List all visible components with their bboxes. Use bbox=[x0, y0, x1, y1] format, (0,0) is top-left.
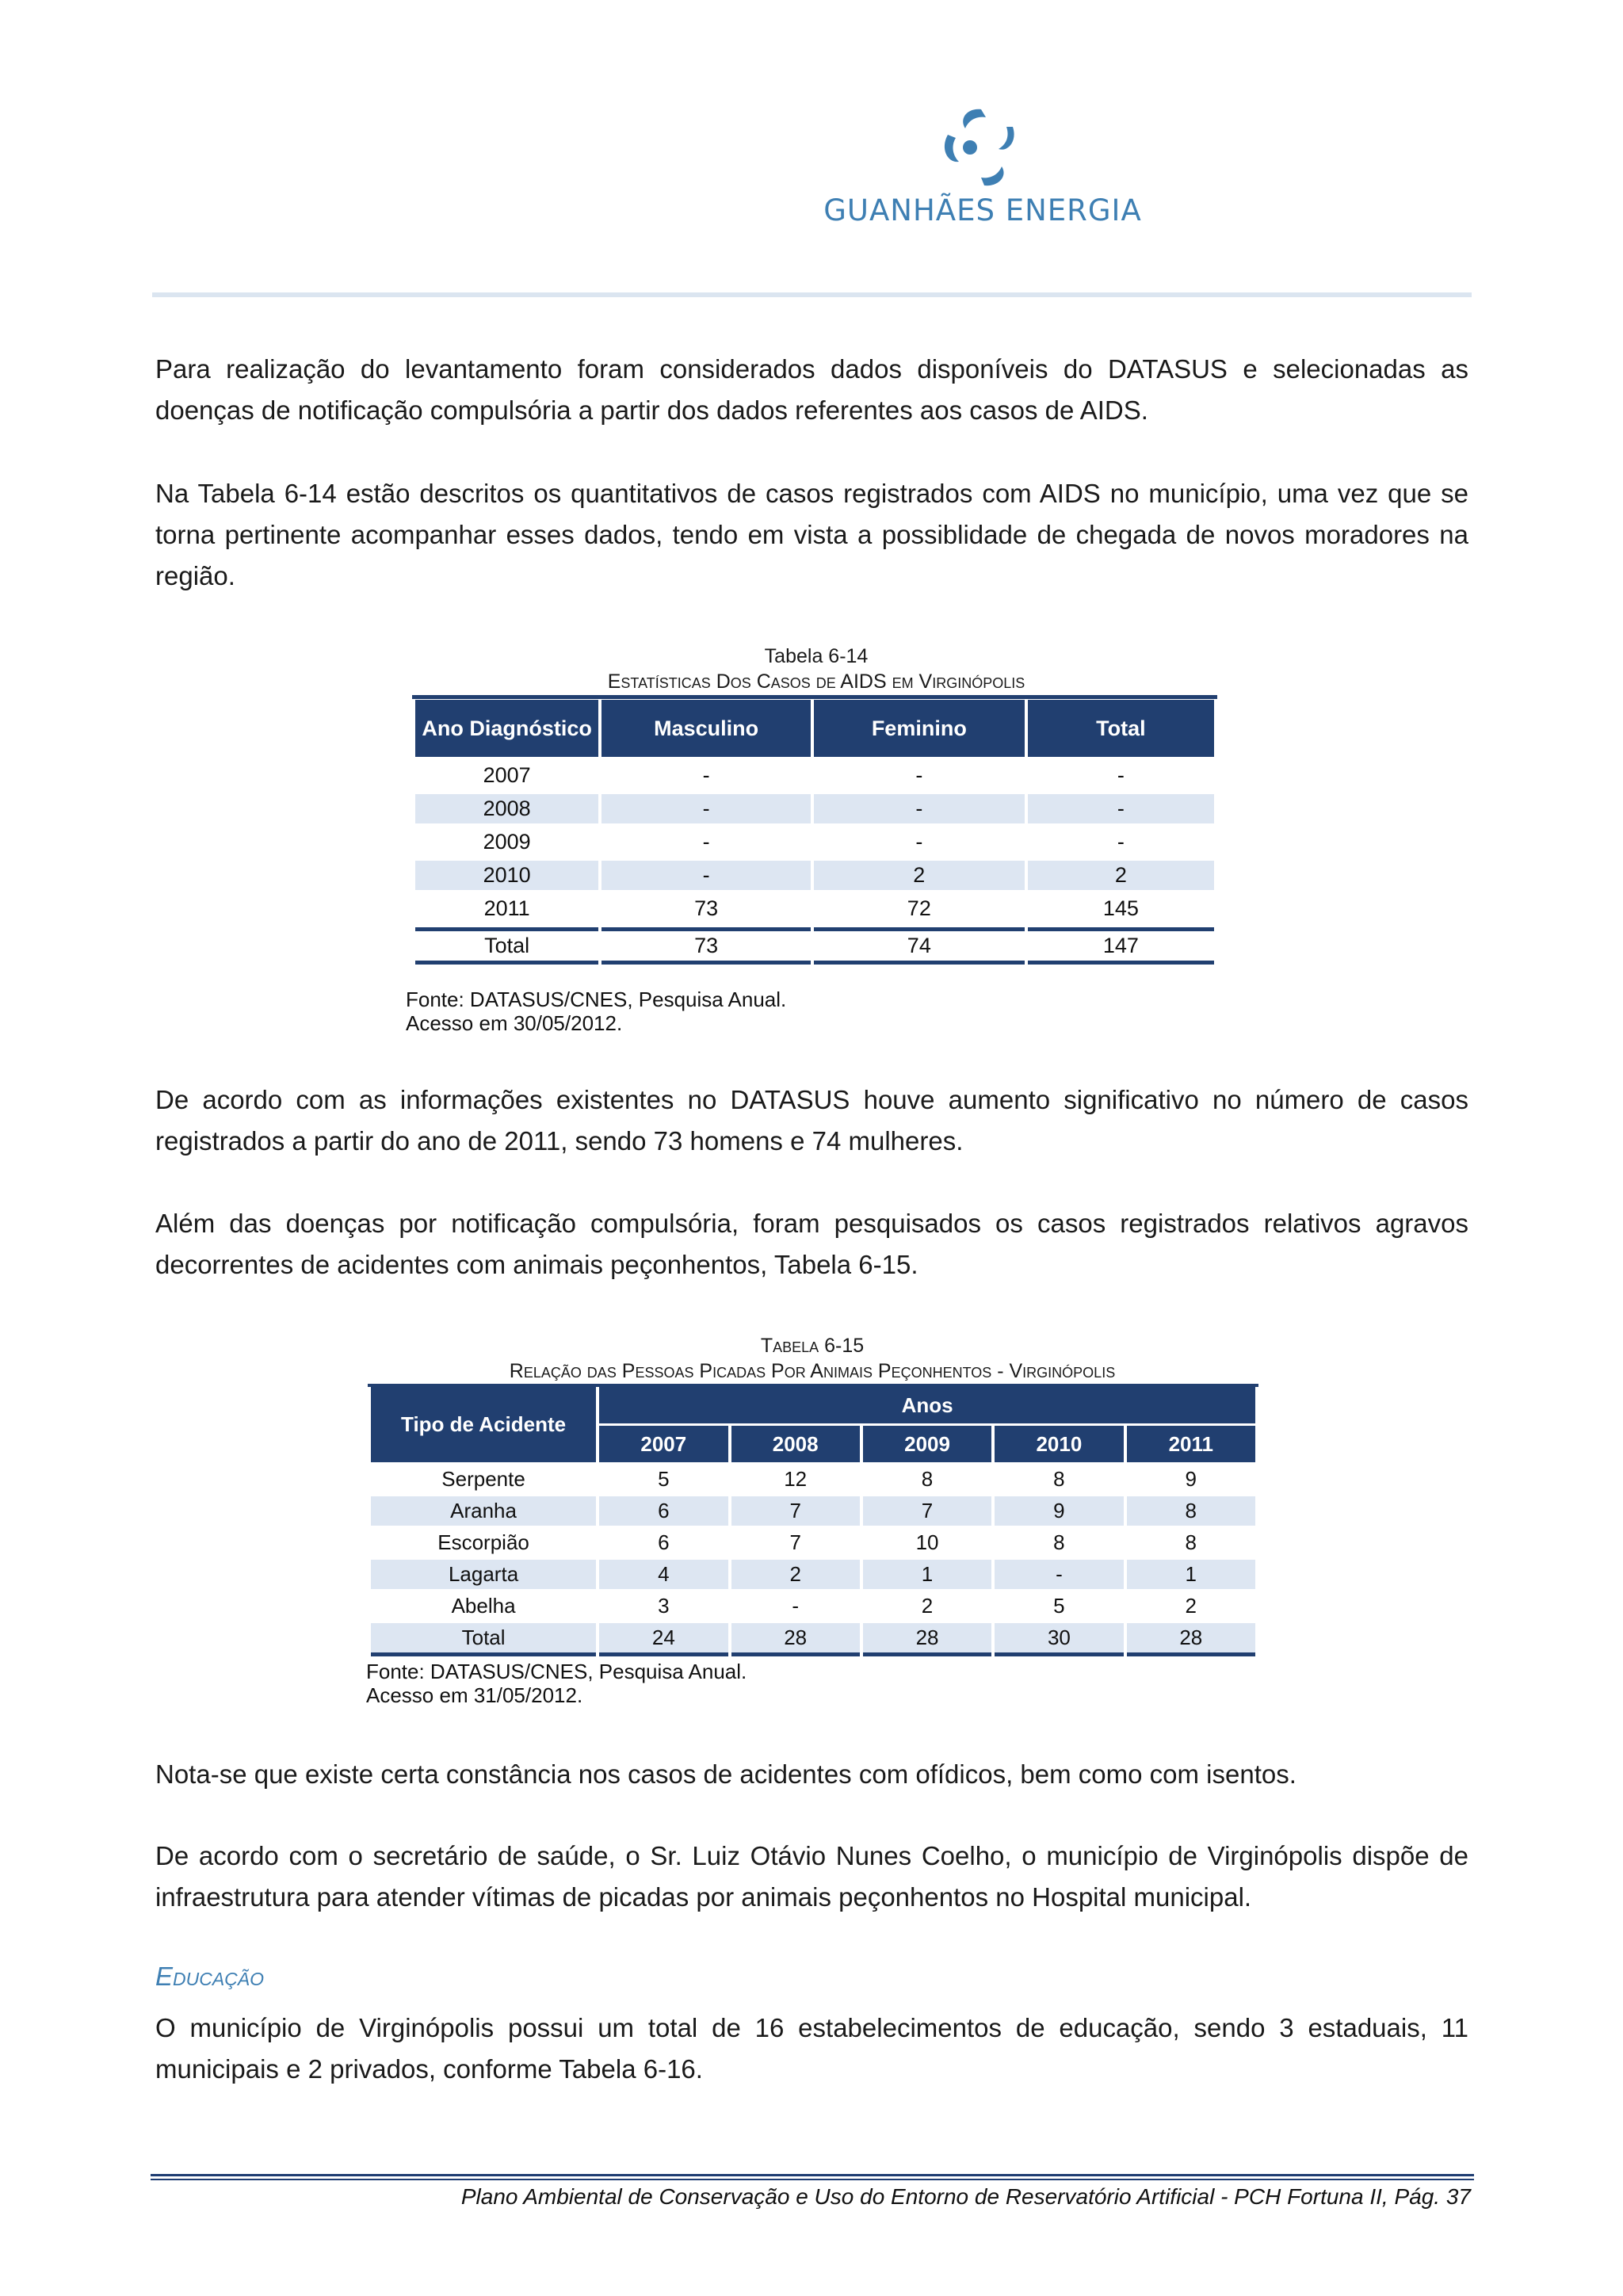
cell: 9 bbox=[995, 1496, 1123, 1526]
table-row bbox=[371, 1496, 1255, 1526]
cell: 8 bbox=[921, 1467, 934, 1491]
cell: Escorpião bbox=[437, 1530, 529, 1554]
header-years-group: Anos bbox=[599, 1387, 1255, 1423]
cell: - bbox=[995, 1560, 1123, 1589]
header-accident-type: Tipo de Acidente bbox=[371, 1387, 596, 1462]
cell: - bbox=[792, 1594, 800, 1618]
cell: 2010 bbox=[415, 861, 598, 890]
cell: 2011 bbox=[483, 896, 530, 920]
source-line: Fonte: DATASUS/CNES, Pesquisa Anual. bbox=[406, 988, 787, 1011]
cell: 7 bbox=[789, 1530, 801, 1554]
paragraph-table-6-14-intro: Na Tabela 6-14 estão descritos os quantitativos de casos registrados com AIDS no município, uma vez que se torna pertinente acompanhar esses dados, tendo em vista a possiblidade de chegada de novos moradores na região. bbox=[155, 479, 1468, 590]
cell: - bbox=[915, 830, 923, 854]
cell: 9 bbox=[1185, 1467, 1197, 1491]
page-footer: Plano Ambiental de Conservação e Uso do Entorno de Reservatório Artificial - PCH Fortuna II, Pág. 37 bbox=[460, 2184, 1471, 2209]
cell: - bbox=[1117, 763, 1125, 787]
cell: 73 bbox=[601, 927, 811, 965]
table-row bbox=[371, 1465, 1255, 1494]
header-male: Masculino bbox=[601, 700, 811, 757]
table-row bbox=[371, 1560, 1255, 1589]
aids-statistics-table bbox=[412, 696, 1217, 968]
footer-divider-thin bbox=[151, 2179, 1474, 2180]
cell: 8 bbox=[1185, 1530, 1197, 1554]
paragraph-datasus-increase: De acordo com as informações existentes no DATASUS houve aumento significativo no número de casos registrados a partir do ano de 2011, sendo 73 homens e 74 mulheres. bbox=[155, 1085, 1468, 1156]
cell: 2 bbox=[731, 1560, 860, 1589]
cell: - bbox=[601, 794, 811, 823]
paragraph-datasus-intro: Para realização do levantamento foram considerados dados disponíveis do DATASUS e selecionadas as doenças de notificação compulsória a partir dos dados referentes aos casos de AIDS. bbox=[155, 354, 1468, 425]
cell: 2008 bbox=[415, 794, 598, 823]
cell: 74 bbox=[814, 927, 1025, 965]
cell: 6 bbox=[658, 1530, 670, 1554]
header-year: 2011 bbox=[1127, 1426, 1255, 1462]
table-total-row bbox=[415, 927, 1214, 965]
cell: Total bbox=[371, 1623, 596, 1656]
table-row bbox=[371, 1528, 1255, 1557]
cell: - bbox=[814, 794, 1025, 823]
table-row bbox=[415, 894, 1214, 923]
access-date: Acesso em 31/05/2012. bbox=[366, 1683, 583, 1707]
cell: 147 bbox=[1028, 927, 1214, 965]
source-line: Fonte: DATASUS/CNES, Pesquisa Anual. bbox=[366, 1660, 747, 1683]
logo-swirl-icon bbox=[935, 103, 1030, 190]
table-total-row bbox=[371, 1623, 1255, 1656]
venomous-bites-table bbox=[368, 1385, 1258, 1659]
cell: 2 bbox=[814, 861, 1025, 890]
logo-text: GUANHÃES ENERGIA bbox=[823, 193, 1142, 227]
cell: 10 bbox=[915, 1530, 939, 1554]
access-date: Acesso em 30/05/2012. bbox=[406, 1011, 623, 1035]
header-year: 2008 bbox=[731, 1426, 860, 1462]
cell: Lagarta bbox=[371, 1560, 596, 1589]
paragraph-health-secretary: De acordo com o secretário de saúde, o Sr. Luiz Otávio Nunes Coelho, o município de Virginópolis dispõe de infraestrutura para atender vítimas de picadas por animais peçonhentos no Hospital municipal. bbox=[155, 1841, 1468, 1912]
cell: 1 bbox=[863, 1560, 991, 1589]
table-6-15-title: Relação das Pessoas Picadas Por Animais Peçonhentos - Virginópolis bbox=[509, 1360, 1116, 1382]
cell: 5 bbox=[1053, 1594, 1065, 1618]
paragraph-education: O município de Virginópolis possui um total de 16 estabelecimentos de educação, sendo 3 estaduais, 11 municipais e 2 privados, conforme Tabela 6-16. bbox=[155, 2013, 1468, 2084]
table-6-14-title: Estatísticas Dos Casos de AIDS em Virginópolis bbox=[607, 670, 1025, 693]
table-6-15-caption bbox=[365, 1333, 1260, 1384]
header-year: Ano Diagnóstico bbox=[415, 700, 598, 757]
cell: 8 bbox=[1127, 1496, 1255, 1526]
footer-divider bbox=[151, 2174, 1474, 2176]
header-female: Feminino bbox=[814, 700, 1025, 757]
cell: - bbox=[702, 830, 710, 854]
header-year: 2010 bbox=[995, 1426, 1123, 1462]
cell: Total bbox=[415, 927, 598, 965]
cell: 2 bbox=[1028, 861, 1214, 890]
cell: 3 bbox=[658, 1594, 670, 1618]
cell: 73 bbox=[694, 896, 719, 920]
table-row bbox=[415, 861, 1214, 890]
cell: Aranha bbox=[371, 1496, 596, 1526]
section-heading-education: Educação bbox=[155, 1962, 265, 1991]
cell: 6 bbox=[599, 1496, 727, 1526]
cell: - bbox=[1117, 830, 1125, 854]
cell: - bbox=[1028, 794, 1214, 823]
cell: 2007 bbox=[483, 763, 531, 787]
table-6-14-source bbox=[406, 988, 786, 1035]
cell: 8 bbox=[1053, 1467, 1065, 1491]
header-year: 2009 bbox=[863, 1426, 991, 1462]
cell: 1 bbox=[1127, 1560, 1255, 1589]
table-6-15-number: Tabela 6-15 bbox=[760, 1335, 865, 1357]
paragraph-venomous-animals: Além das doenças por notificação compulsória, foram pesquisados os casos registrados relativos agravos decorrentes de acidentes com animais peçonhentos, Tabela 6-15. bbox=[155, 1209, 1468, 1279]
cell: - bbox=[915, 763, 923, 787]
header-year: 2007 bbox=[599, 1426, 727, 1462]
cell: 72 bbox=[907, 896, 931, 920]
cell: 8 bbox=[1053, 1530, 1065, 1554]
cell: - bbox=[601, 861, 811, 890]
table-6-14-number: Tabela 6-14 bbox=[764, 645, 869, 667]
cell: 28 bbox=[731, 1623, 860, 1656]
table-6-15-source bbox=[366, 1660, 747, 1707]
table-row bbox=[415, 761, 1214, 790]
cell: 2009 bbox=[483, 830, 531, 854]
header-divider bbox=[152, 292, 1472, 297]
cell: 28 bbox=[1127, 1623, 1255, 1656]
cell: 28 bbox=[863, 1623, 991, 1656]
table-row bbox=[371, 1591, 1255, 1621]
header-total: Total bbox=[1028, 700, 1214, 757]
table-row bbox=[415, 794, 1214, 823]
cell: - bbox=[702, 763, 710, 787]
cell: 2 bbox=[921, 1594, 934, 1618]
cell: 30 bbox=[995, 1623, 1123, 1656]
cell: 2 bbox=[1185, 1594, 1197, 1618]
paragraph-constancy: Nota-se que existe certa constância nos casos de acidentes com ofídicos, bem como com isentos. bbox=[155, 1759, 1296, 1789]
company-logo bbox=[816, 103, 1149, 246]
cell: 12 bbox=[784, 1467, 808, 1491]
cell: 5 bbox=[658, 1467, 670, 1491]
cell: 7 bbox=[731, 1496, 860, 1526]
cell: 7 bbox=[863, 1496, 991, 1526]
cell: Serpente bbox=[441, 1467, 525, 1491]
cell: 24 bbox=[599, 1623, 727, 1656]
table-6-14-caption bbox=[412, 644, 1220, 694]
cell: 4 bbox=[599, 1560, 727, 1589]
table-row bbox=[415, 827, 1214, 857]
cell: 145 bbox=[1102, 896, 1139, 920]
cell: Abelha bbox=[451, 1594, 516, 1618]
